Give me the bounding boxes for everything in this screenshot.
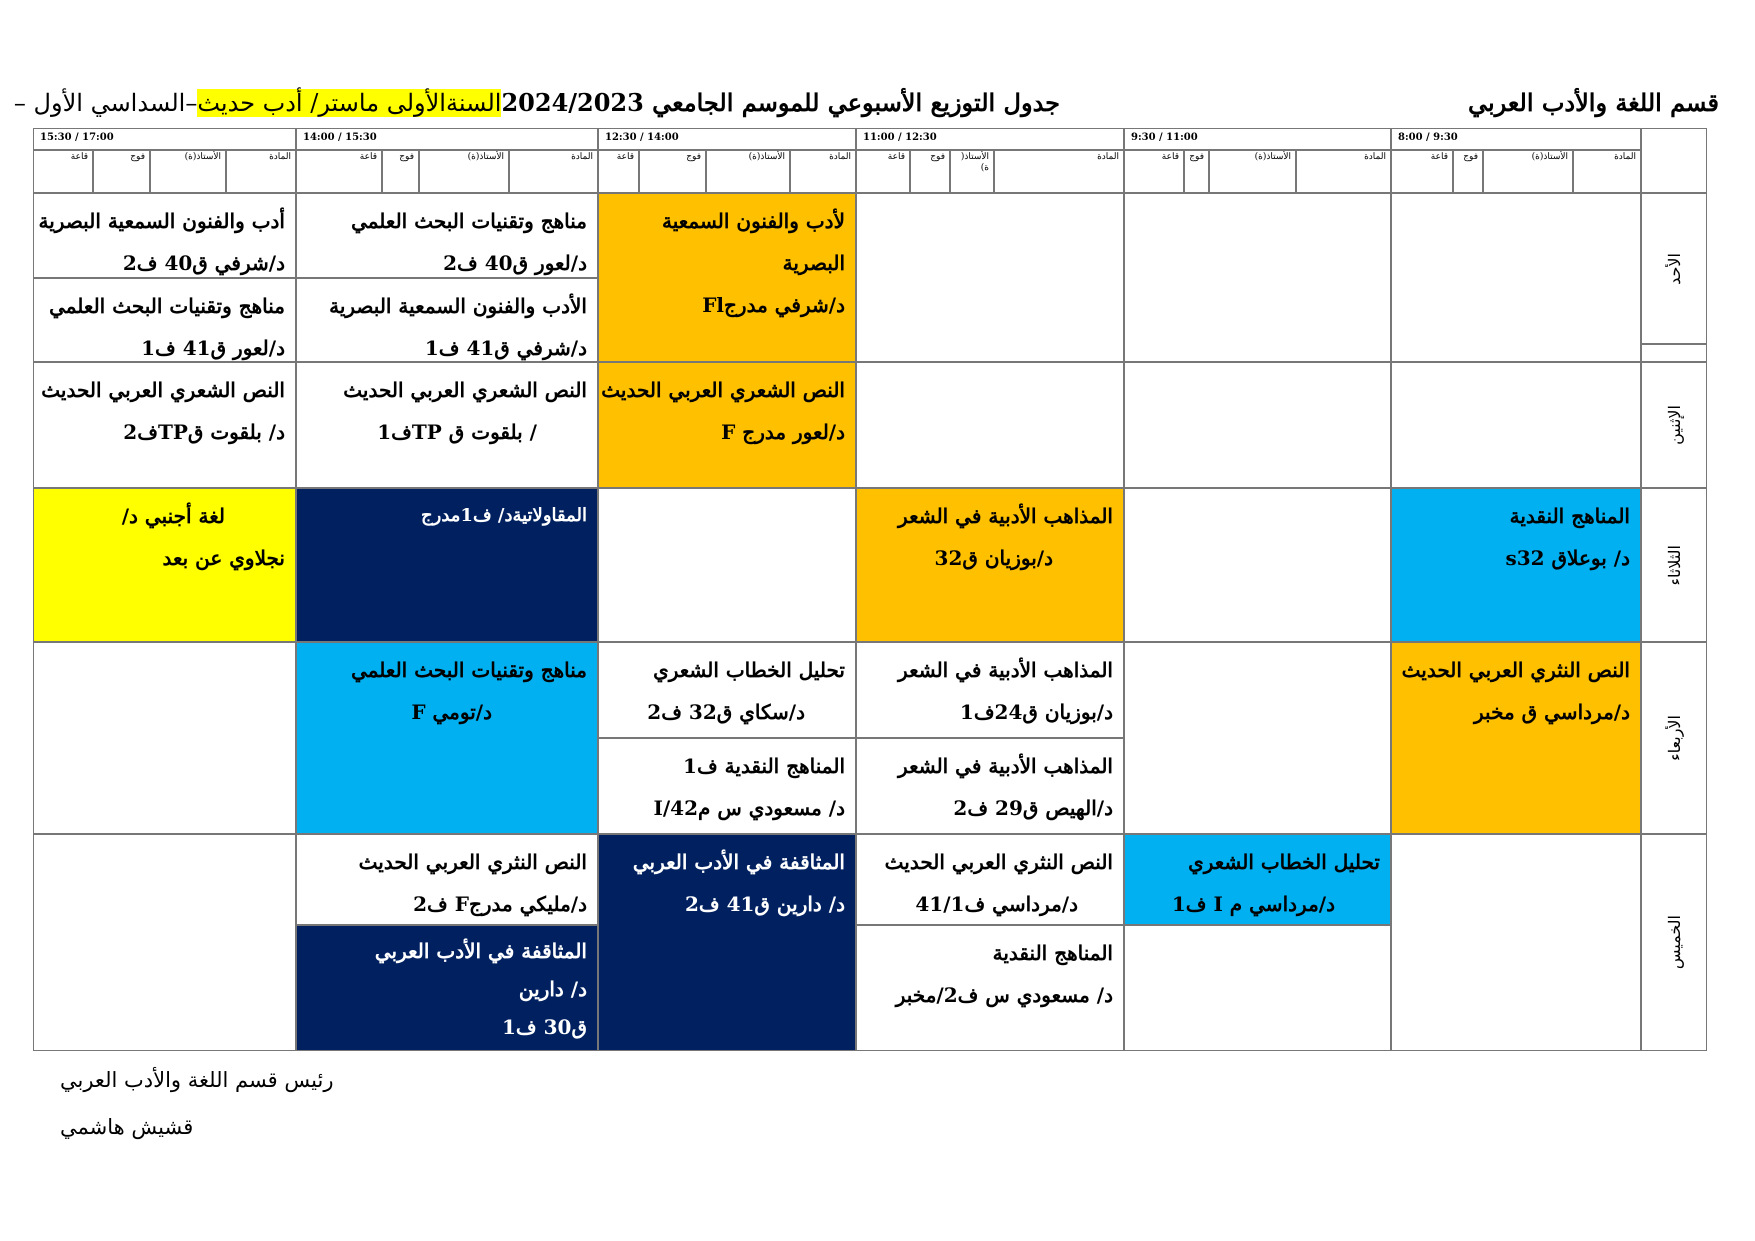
session-teacher: د/بوزيان ق32: [934, 546, 1053, 570]
session-subject: المذاهب الأدبية في الشعر: [898, 754, 1113, 778]
session-wed-930-b: [856, 738, 1124, 834]
empty-cell: [856, 362, 1124, 488]
subheader-teacher: [950, 150, 994, 193]
time-slot-2: 9:30 / 11:00: [1124, 128, 1391, 150]
session-subject: المذاهب الأدبية في الشعر: [898, 504, 1113, 528]
schedule-title-main: جدول التوزيع الأسبوعي للموسم الجامعي 2024/2023: [501, 88, 1060, 117]
session-subject: النص النثري العربي الحديث: [358, 850, 587, 874]
subheader-teacher-line1: الأستاذ(: [960, 152, 989, 162]
session-thu-1230-b: [296, 925, 598, 1051]
session-sun-1400-b: [33, 278, 296, 362]
session-subject: أدب والفنون السمعية البصرية: [38, 209, 285, 233]
session-mon-1230: [296, 362, 598, 488]
session-teacher: د/الهيص ق29 ف2: [953, 796, 1113, 820]
session-mon-1400: [33, 362, 296, 488]
empty-cell: [33, 642, 296, 834]
subheader-group: فوج: [93, 150, 150, 193]
session-teacher: د/لعور ق40 ف2: [443, 251, 587, 275]
session-teacher: د/ بلقوت قTPف2: [123, 420, 285, 444]
session-mon-1100: [598, 362, 856, 488]
day-tuesday-label: الثلاثاء: [1664, 544, 1684, 586]
session-sun-1230-a: [296, 193, 598, 278]
day-monday-label: الإثنين: [1664, 405, 1684, 445]
day-monday: [1641, 362, 1707, 488]
session-teacher: د/سكاي ق32 ف2: [647, 700, 805, 724]
session-teacher: د/شرفي مدرجFl: [702, 293, 845, 317]
session-teacher: د/ مسعودي س ف2/مخبر: [895, 983, 1113, 1007]
subheader-group: فوج: [1184, 150, 1209, 193]
session-teacher: د/مرداسي ف41/1: [915, 892, 1078, 916]
time-slot-3: 11:00 / 12:30: [856, 128, 1124, 150]
subheader-room: قاعة: [296, 150, 382, 193]
session-subject-cont: البصرية: [782, 251, 845, 275]
schedule-title: [13, 88, 1060, 117]
session-subject: المثاقفة في الأدب العربي: [374, 939, 587, 963]
session-tue-1400: [33, 488, 296, 642]
session-sun-1100: [598, 193, 856, 362]
session-thu-1230-a: [296, 834, 598, 925]
subheader-group: فوج: [639, 150, 706, 193]
session-room: ق30 ف1: [502, 1015, 587, 1039]
time-slot-4: 12:30 / 14:00: [598, 128, 856, 150]
day-tuesday: [1641, 488, 1707, 642]
session-subject: لأدب والفنون السمعية: [661, 209, 845, 233]
session-tue-930: [856, 488, 1124, 642]
empty-cell: [33, 834, 296, 1051]
session-teacher: د/شرفي ق40 ف2: [122, 251, 285, 275]
time-slot-1: 8:00 / 9:30: [1391, 128, 1641, 150]
session-subject: الأدب والفنون السمعية البصرية: [329, 294, 587, 318]
session-subject: مناهج وتقنيات البحث العلمي: [351, 209, 587, 233]
subheader-subject: المادة: [226, 150, 296, 193]
day-header-empty: [1641, 128, 1707, 193]
empty-cell: [1391, 193, 1641, 362]
session-subject: مناهج وتقنيات البحث العلمي: [351, 658, 587, 682]
session-subject: النص الشعري العربي الحديث: [601, 378, 845, 402]
empty-cell: [1124, 362, 1391, 488]
session-thu-1100: [598, 834, 856, 1051]
session-subject: النص الشعري العربي الحديث: [41, 378, 285, 402]
session-teacher: نجلاوي عن بعد: [162, 546, 285, 570]
day-sunday-label: الأحد: [1664, 252, 1684, 285]
session-thu-800: [1124, 834, 1391, 925]
session-teacher: د/مليكي مدرجF ف2: [413, 892, 587, 916]
session-subject: المناهج النقدية: [1509, 504, 1630, 528]
session-wed-1100-a: [598, 642, 856, 738]
session-teacher: د/مرداسي م I ف1: [1171, 892, 1335, 916]
day-wednesday-label: الأربعاء: [1664, 715, 1684, 761]
subheader-room: قاعة: [1391, 150, 1453, 193]
session-subject: تحليل الخطاب الشعري: [1188, 850, 1380, 874]
empty-cell: [1391, 834, 1641, 1051]
session-teacher: د/شرفي ق41 ف1: [424, 336, 587, 360]
department-head-name: قشيش هاشمي: [60, 1115, 194, 1139]
department-title: قسم اللغة والأدب العربي: [1468, 88, 1720, 117]
subheader-subject: المادة: [1296, 150, 1391, 193]
empty-cell: [1124, 925, 1391, 1051]
session-subject: المناهج النقدية ف1: [683, 754, 845, 778]
session-teacher: د/بوزيان ق24ف1: [959, 700, 1113, 724]
session-teacher: د/ بوعلاق s32: [1505, 546, 1630, 570]
subheader-room: قاعة: [33, 150, 93, 193]
subheader-room: قاعة: [598, 150, 639, 193]
session-subject: لغة أجنبي د/: [121, 504, 225, 528]
session-subject: النص النثري العربي الحديث: [1401, 658, 1630, 682]
session-teacher: د/تومي F: [411, 700, 492, 724]
schedule-title-level: السنةالأولى ماستر/ أدب حديث: [197, 89, 502, 117]
session-wed-1230: [296, 642, 598, 834]
empty-cell: [856, 193, 1124, 362]
session-wed-1100-b: [598, 738, 856, 834]
day-sunday: [1641, 193, 1707, 344]
department-head-title: رئيس قسم اللغة والأدب العربي: [60, 1068, 334, 1092]
session-teacher: د/ دارين ق41 ف2: [684, 892, 845, 916]
session-subject: المقاولاتيةد/ ف1مدرج: [421, 505, 587, 526]
empty-cell: [1391, 362, 1641, 488]
session-subject: المذاهب الأدبية في الشعر: [898, 658, 1113, 682]
empty-cell: [1124, 193, 1391, 362]
empty-cell: [1124, 488, 1391, 642]
session-subject: مناهج وتقنيات البحث العلمي: [49, 294, 285, 318]
session-subject: النص الشعري العربي الحديث: [343, 378, 587, 402]
empty-cell: [598, 488, 856, 642]
day-thursday: [1641, 834, 1707, 1051]
subheader-teacher: الأستاذ(ة): [1209, 150, 1296, 193]
day-separator: [1641, 344, 1707, 362]
subheader-teacher: الأستاذ(ة): [1483, 150, 1573, 193]
schedule-title-semester: –السداسي الأول –: [13, 89, 198, 117]
session-teacher: د/ دارين: [518, 977, 587, 1001]
day-thursday-label: الخميس: [1664, 915, 1684, 970]
empty-cell: [1124, 642, 1391, 834]
subheader-room: قاعة: [856, 150, 910, 193]
subheader-teacher: الأستاذ(ة): [150, 150, 226, 193]
day-wednesday: [1641, 642, 1707, 834]
session-teacher: د/ مسعودي س م42/I: [653, 796, 845, 820]
subheader-teacher: الأستاذ(ة): [419, 150, 509, 193]
session-sun-1230-b: [296, 278, 598, 362]
session-tue-800: [1391, 488, 1641, 642]
subheader-teacher-line2: ة): [980, 163, 989, 173]
subheader-subject: المادة: [509, 150, 598, 193]
subheader-subject: المادة: [790, 150, 856, 193]
subheader-group: فوج: [1453, 150, 1483, 193]
time-slot-6: 15:30 / 17:00: [33, 128, 296, 150]
subheader-group: فوج: [910, 150, 950, 193]
session-tue-1230: [296, 488, 598, 642]
session-sun-1400-a: [33, 193, 296, 278]
session-thu-930-a: [856, 834, 1124, 925]
session-subject: النص النثري العربي الحديث: [884, 850, 1113, 874]
session-subject: المثاقفة في الأدب العربي: [632, 850, 845, 874]
subheader-room: قاعة: [1124, 150, 1184, 193]
session-subject: تحليل الخطاب الشعري: [653, 658, 845, 682]
session-wed-930-a: [856, 642, 1124, 738]
session-subject: المناهج النقدية: [992, 941, 1113, 965]
session-teacher: د/لعور مدرج F: [721, 420, 845, 444]
subheader-group: فوج: [382, 150, 419, 193]
session-teacher: د/مرداسي ق مخبر: [1474, 700, 1630, 724]
session-teacher: / بلقوت ق TPف1: [377, 420, 537, 444]
subheader-subject: المادة: [1573, 150, 1641, 193]
subheader-subject: المادة: [994, 150, 1124, 193]
session-wed-800: [1391, 642, 1641, 834]
session-thu-930-b: [856, 925, 1124, 1051]
session-teacher: د/لعور ق41 ف1: [141, 336, 285, 360]
time-slot-5: 14:00 / 15:30: [296, 128, 598, 150]
subheader-teacher: الأستاذ(ة): [706, 150, 790, 193]
